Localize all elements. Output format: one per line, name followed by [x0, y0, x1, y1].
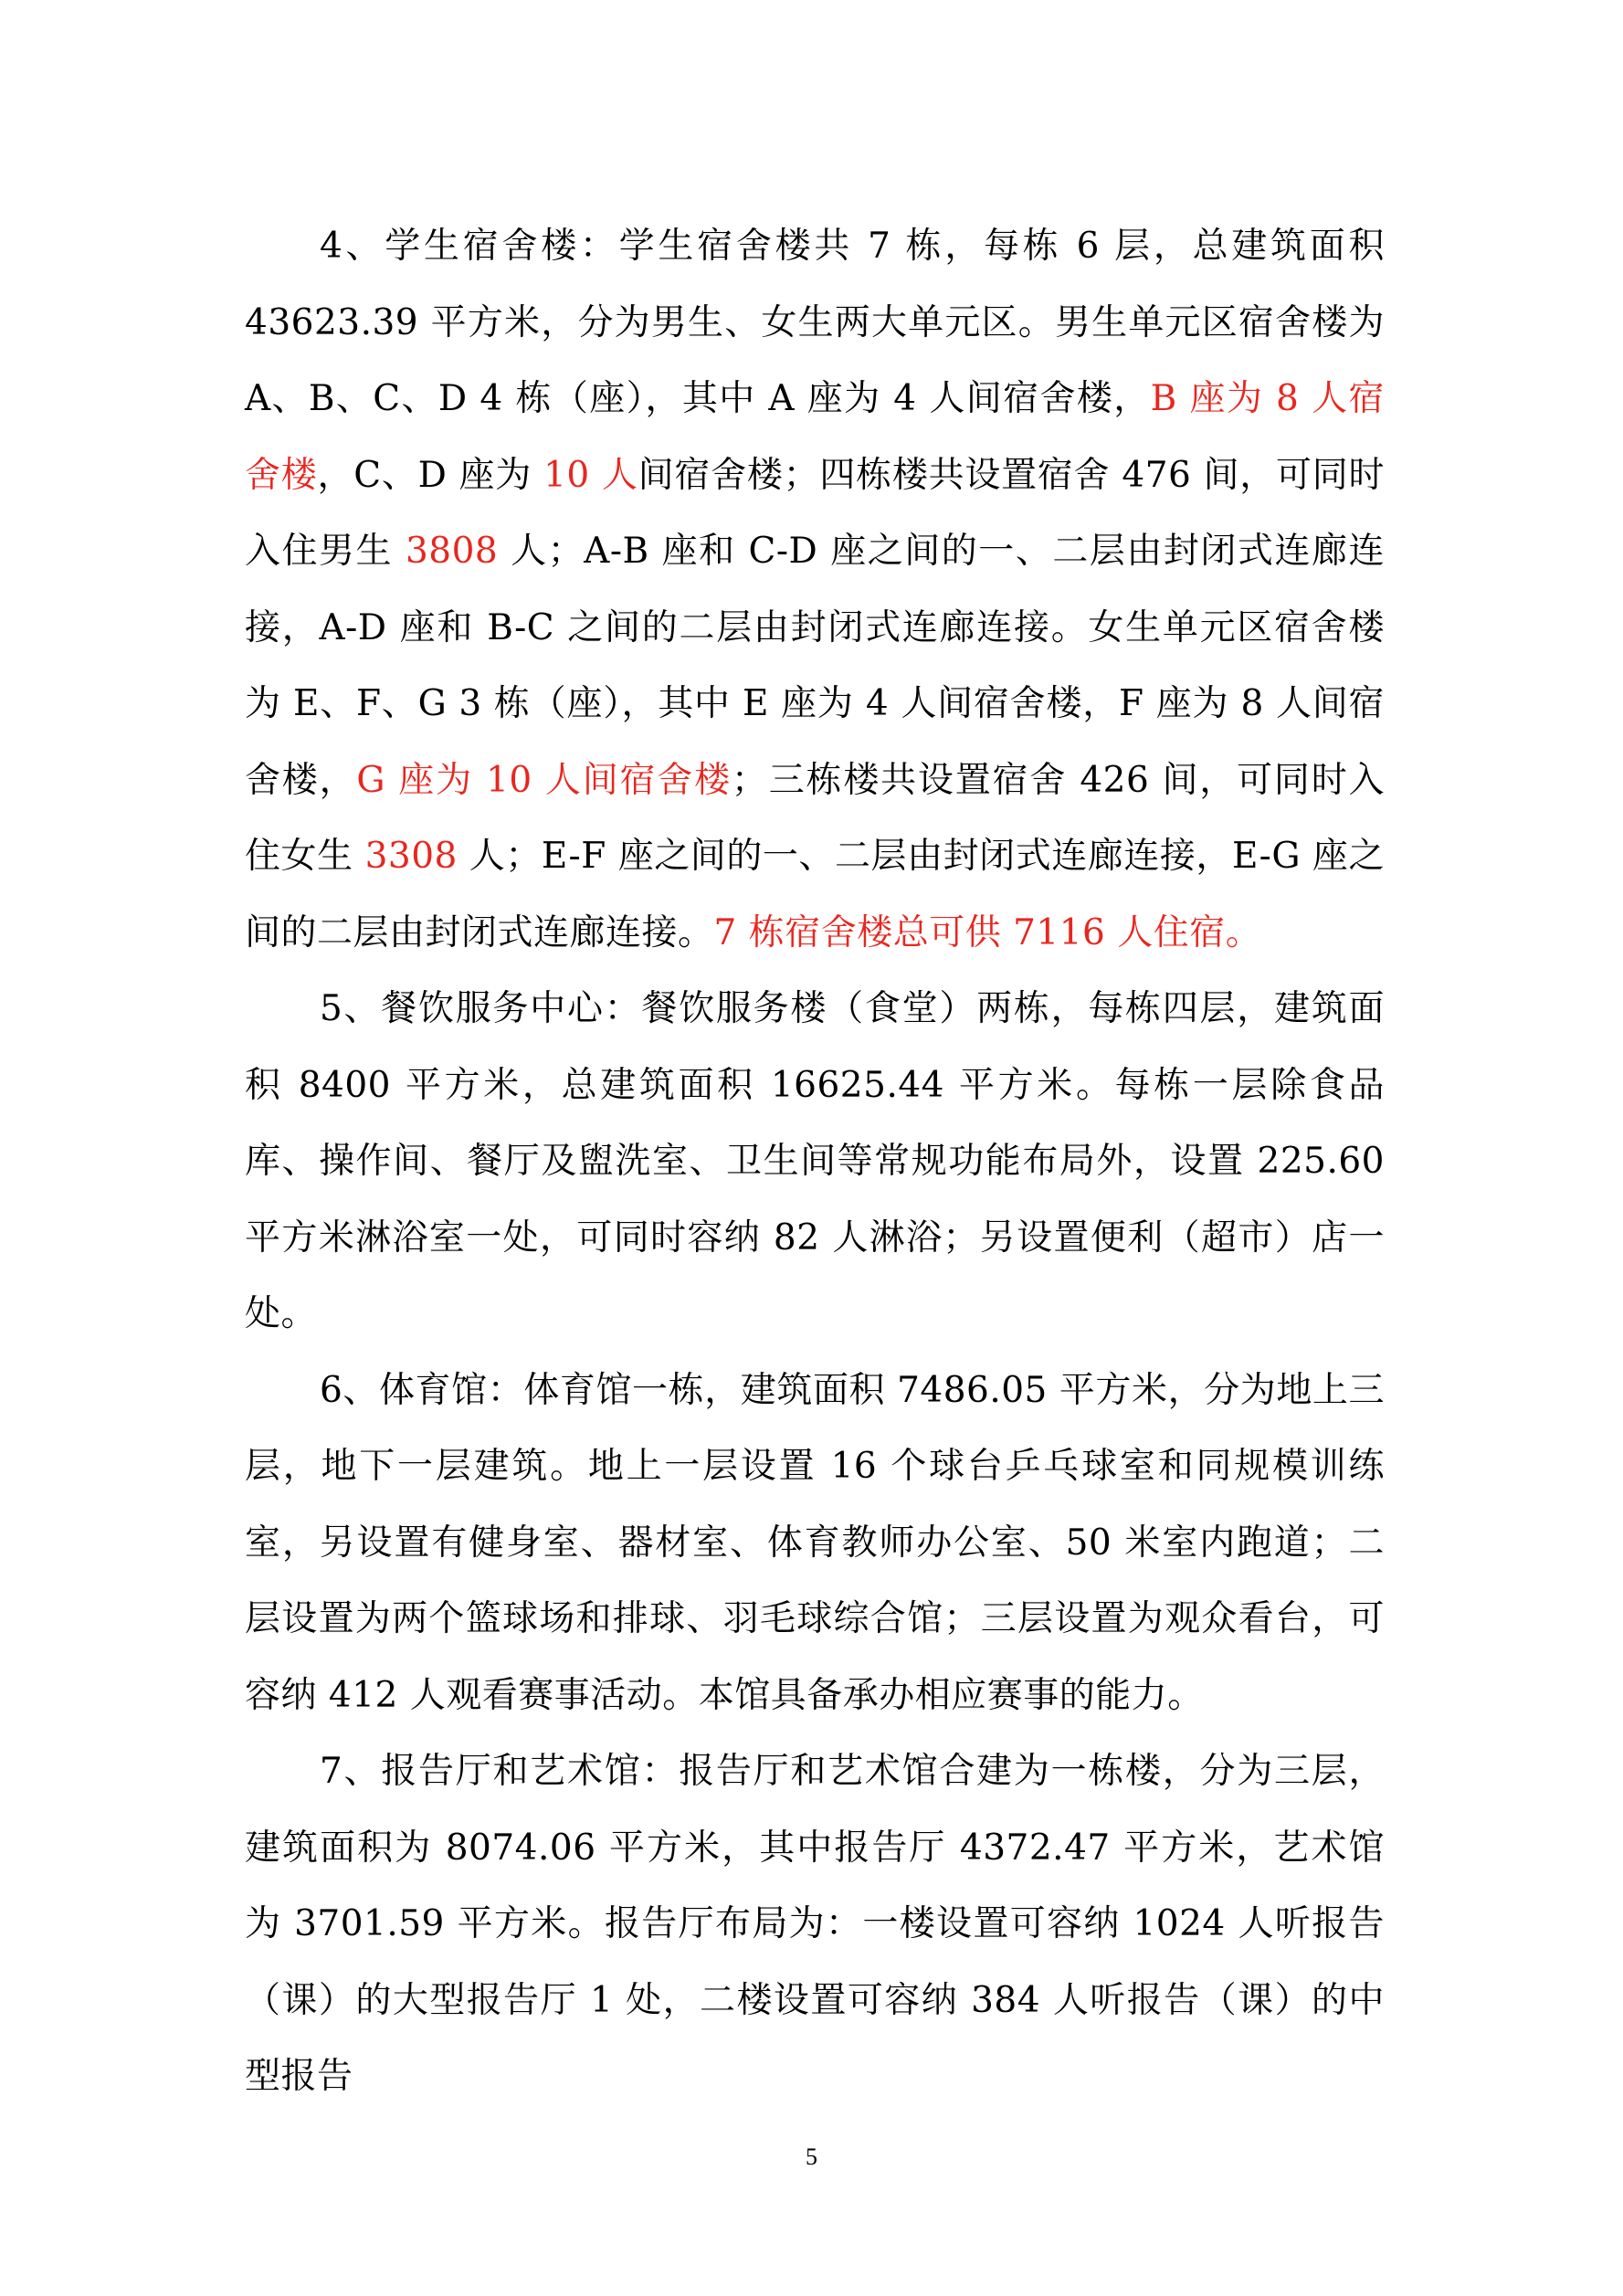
highlight-segment: B 座为 8 人宿舍楼 [245, 378, 1385, 496]
paragraph-auditorium [245, 1733, 1385, 2115]
text-segment: ；三栋楼共设置宿舍 426 间，可同时入住女生 [245, 759, 1385, 877]
text-segment: 5、餐饮服务中心：餐饮服务楼（食堂）两栋，每栋四层，建筑面积 8400 平方米，总建筑面积 16625.44 平方米。每栋一层除食品库、操作间、餐厅及盥洗室、卫生间等常规功能布局外，设置 225.60 平方米淋浴室一处，可同时容纳 82 人淋浴；另设置便利（超市）店一处。 [245, 988, 1385, 1334]
text-segment: 人；E-F 座之间的一、二层由封闭式连廊连接，E-G 座之间的二层由封闭式连廊连接。 [245, 836, 1385, 953]
paragraph-dining-center [245, 971, 1385, 1353]
text-segment: 4、学生宿舍楼：学生宿舍楼共 7 栋，每栋 6 层，总建筑面积 43623.39 平方米，分为男生、女生两大单元区。男生单元区宿舍楼为 A、B、C、D 4 栋（座），其中 A 座为 4 人间宿舍楼， [245, 226, 1385, 419]
highlight-segment: 3308 [364, 836, 458, 877]
text-segment: 6、体育馆：体育馆一栋，建筑面积 7486.05 平方米，分为地上三层，地下一层建筑。地上一层设置 16 个球台乒乓球室和同规模训练室，另设置有健身室、器材室、体育教师办公室、50 米室内跑道；二层设置为两个篮球场和排球、羽毛球综合馆；三层设置为观众看台，可容纳 412 人观看赛事活动。本馆具备承办相应赛事的能力。 [245, 1369, 1385, 1716]
highlight-segment: 3808 [405, 531, 499, 572]
text-segment: 人；A-B 座和 C-D 座之间的一、二层由封闭式连廊连接，A-D 座和 B-C 之间的二层由封闭式连廊连接。女生单元区宿舍楼为 E、F、G 3 栋（座），其中 E 座为 4 人间宿舍楼，F 座为 8 人间宿舍楼， [245, 531, 1385, 801]
paragraph-dormitory [245, 208, 1385, 971]
page-number: 5 [806, 2143, 817, 2170]
highlight-segment: 7 栋宿舍楼总可供 7116 人住宿。 [713, 911, 1262, 953]
highlight-segment: G 座为 10 人间宿舍楼 [356, 759, 732, 801]
highlight-segment: 10 人 [543, 454, 638, 496]
document-body [245, 208, 1385, 2115]
text-segment: ，C、D 座为 [317, 454, 544, 496]
paragraph-gymnasium [245, 1353, 1385, 1734]
text-segment: 间宿舍楼；四栋楼共设置宿舍 476 间，可同时入住男生 [245, 454, 1385, 572]
text-segment: 7、报告厅和艺术馆：报告厅和艺术馆合建为一栋楼，分为三层，建筑面积为 8074.06 平方米，其中报告厅 4372.47 平方米，艺术馆为 3701.59 平方米。报告厅布局为：一楼设置可容纳 1024 人听报告（课）的大型报告厅 1 处，二楼设置可容纳 384 人听报告（课）的中型报告 [245, 1751, 1385, 2097]
